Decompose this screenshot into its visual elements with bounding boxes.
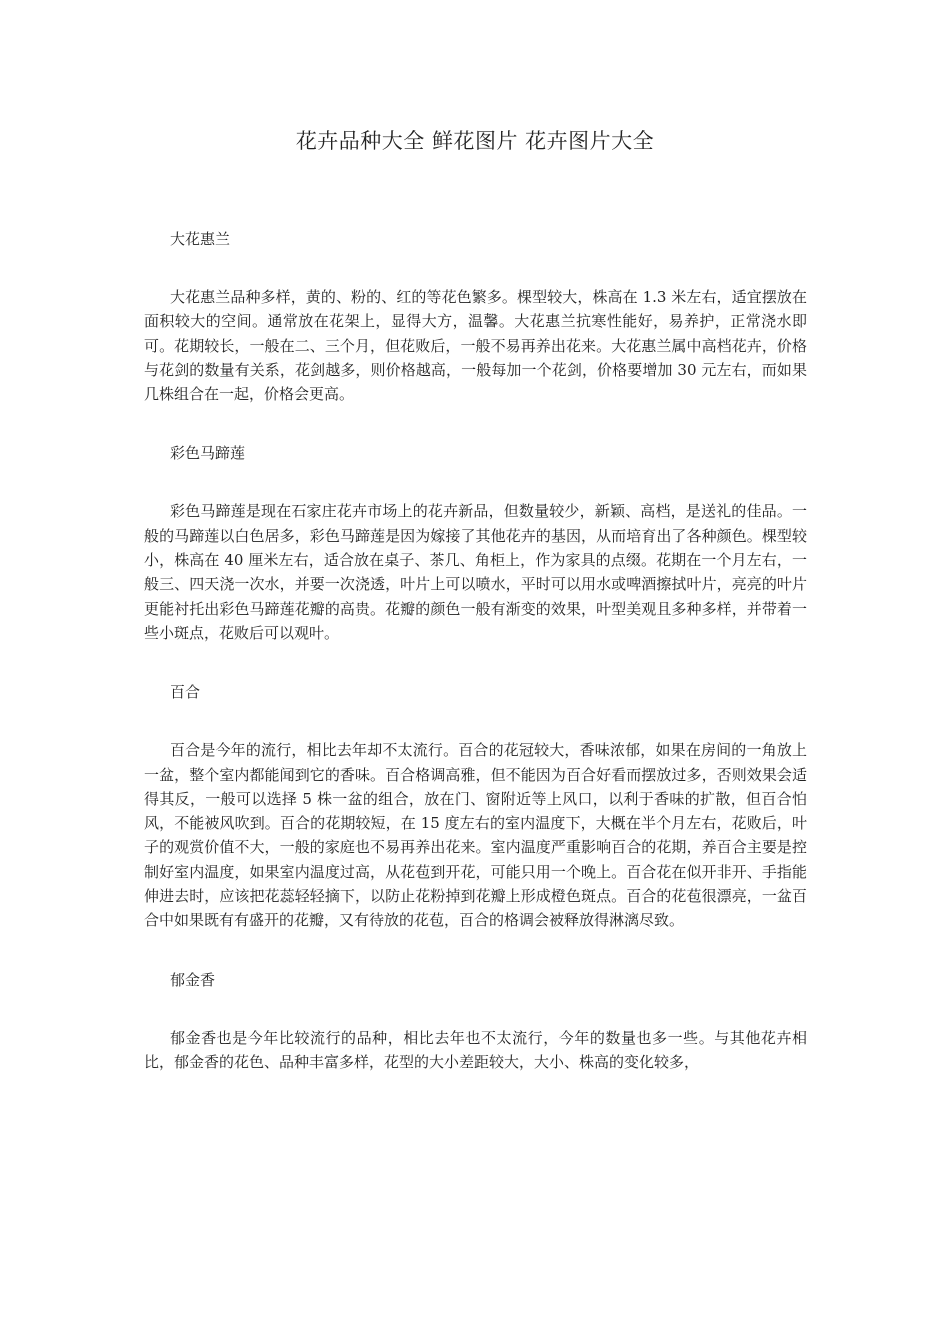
section-body-caisematilian: 彩色马蹄莲是现在石家庄花卉市场上的花卉新品，但数量较少，新颖、高档，是送礼的佳品。一般的马蹄莲以白色居多，彩色马蹄莲是因为嫁接了其他花卉的基因，从而培育出了各种颜色。棵型较小，株高在 40 厘米左右，适合放在桌子、茶几、角柜上，作为家具的点缀。花期在一个月左右，一般三、四天浇一次水，并要一次浇透，叶片上可以喷水，平时可以用水或啤酒擦拭叶片，亮亮的叶片更能衬托出彩色马蹄莲花瓣的高贵。花瓣的颜色一般有渐变的效果，叶型美观且多种多样，并带着一些小斑点，花败后可以观叶。 — [144, 502, 807, 642]
document-title: 花卉品种大全 鲜花图片 花卉图片大全 — [295, 129, 655, 153]
document-content — [144, 227, 807, 1074]
section-heading-yujinxiang: 郁金香 — [170, 970, 216, 989]
section-heading-dahuahuilan: 大花惠兰 — [170, 230, 231, 248]
section-body-dahuahuilan: 大花惠兰品种多样，黄的、粉的、红的等花色繁多。棵型较大，株高在 1.3 米左右，适宜摆放在面积较大的空间。通常放在花架上，显得大方，温馨。大花惠兰抗寒性能好，易养护，正常浇水即可。花期较长，一般在二、三个月，但花败后，一般不易再养出花来。大花惠兰属中高档花卉，价格与花剑的数量有关系，花剑越多，则价格越高，一般每加一个花剑，价格要增加 30 元左右，而如果几株组合在一起，价格会更高。 — [144, 288, 807, 404]
section-heading-caisematilian: 彩色马蹄莲 — [170, 444, 246, 463]
section-heading-baihe: 百合 — [170, 683, 201, 702]
section-body-yujinxiang: 郁金香也是今年比较流行的品种，相比去年也不太流行，今年的数量也多一些。与其他花卉相比，郁金香的花色、品种丰富多样，花型的大小差距较大，大小、株高的变化较多， — [144, 1028, 807, 1071]
section-body-baihe: 百合是今年的流行，相比去年却不太流行。百合的花冠较大，香味浓郁，如果在房间的一角放上一盆，整个室内都能闻到它的香味。百合格调高雅，但不能因为百合好看而摆放过多，否则效果会适得其反，一般可以选择 5 株一盆的组合，放在门、窗附近等上风口，以利于香味的扩散，但百合怕风，不能被风吹到。百合的花期较短，在 15 度左右的室内温度下，大概在半个月左右，花败后，叶子的观赏价值不大，一般的家庭也不易再养出花来。室内温度严重影响百合的花期，养百合主要是控制好室内温度，如果室内温度过高，从花苞到开花，可能只用一个晚上。百合花在似开非开、手指能伸进去时，应该把花蕊轻轻摘下，以防止花粉掉到花瓣上形成橙色斑点。百合的花苞很漂亮，一盆百合中如果既有有盛开的花瓣，又有待放的花苞，百合的格调会被释放得淋漓尽致。 — [144, 741, 807, 930]
